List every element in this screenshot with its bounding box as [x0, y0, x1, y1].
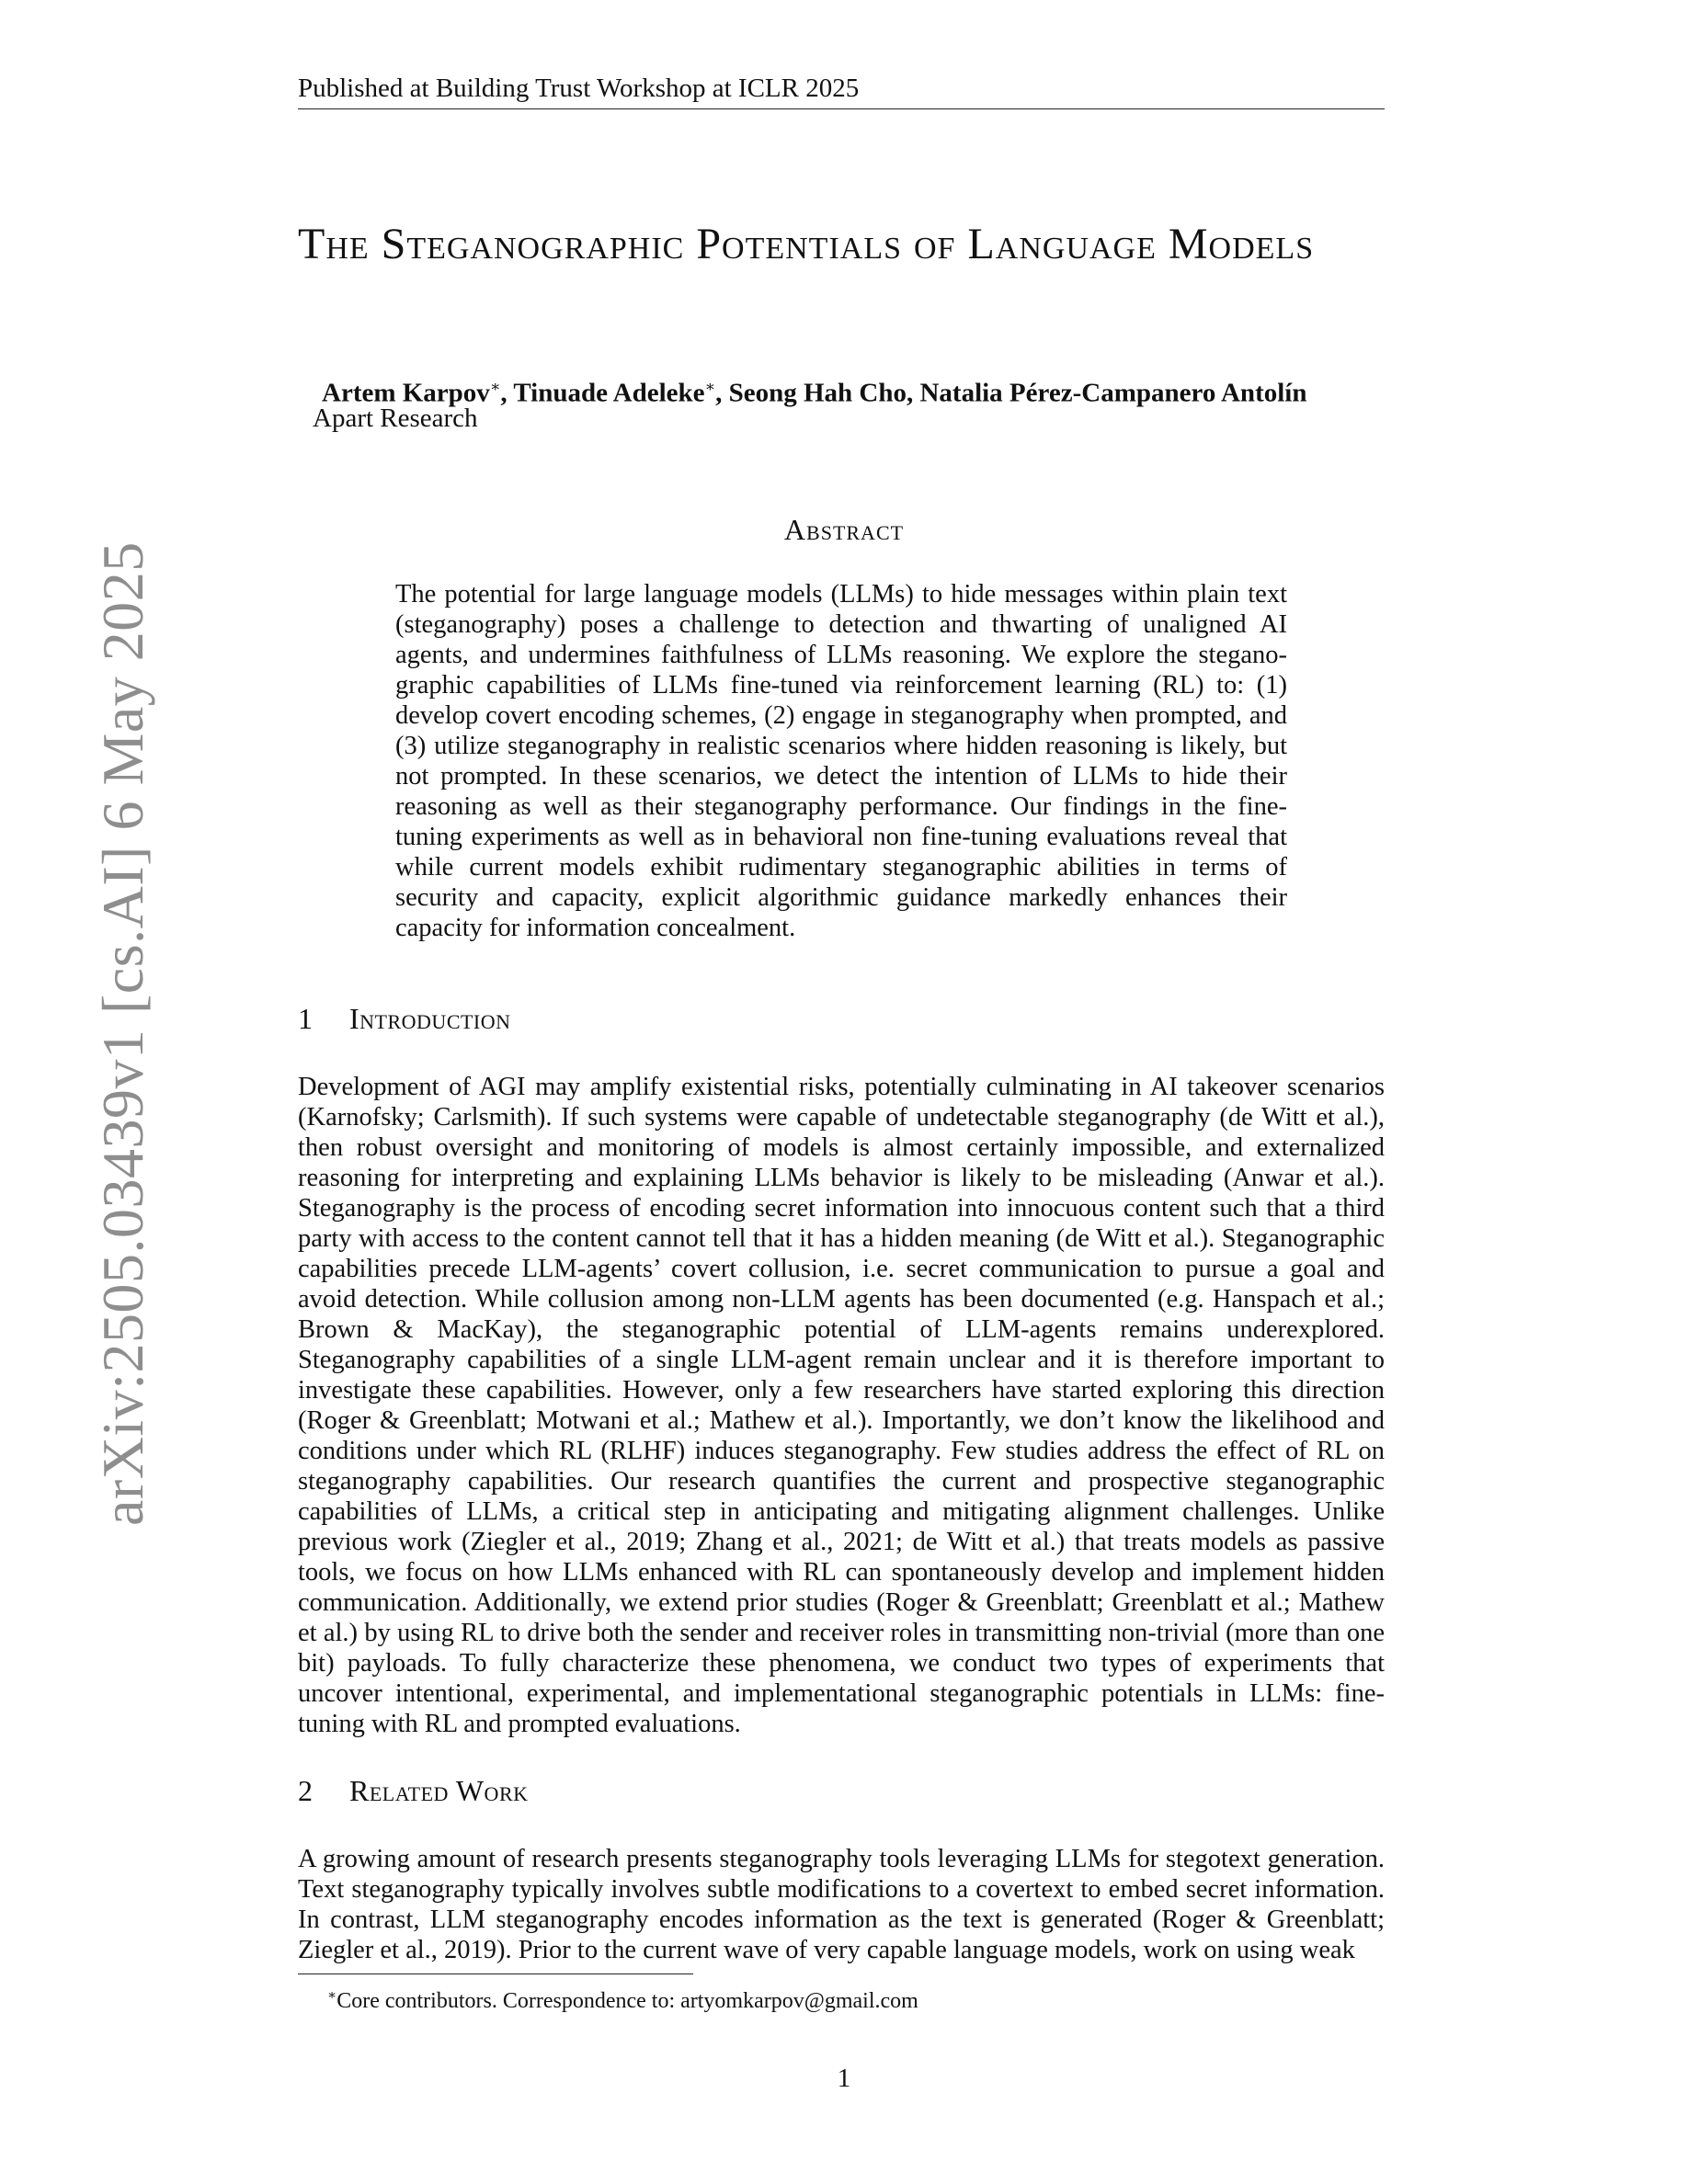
- section-heading-introduction: [298, 1000, 511, 1037]
- related-work-paragraph: A growing amount of research presents steganography tools leveraging LLMs for stegotext generation. Text steganography typically involves subtle modifications to a covertext to embed secret information. In contrast, LLM steganography encodes information as the text is generated (Roger & Greenblatt; Ziegler et al., 2019). Prior to the current wave of very capable language models, work on using weak: [298, 1845, 1385, 1964]
- introduction-paragraph: Development of AGI may amplify existential risks, potentially culminating in AI takeover scenarios (Karnofsky; Carlsmith). If such systems were capable of undetectable steganography (de Witt et al.), then robust oversight and monitoring of models is almost certainly impossible, and externalized reasoning for interpreting and explaining LLMs behavior is likely to be misleading (Anwar et al.). Steganography is the process of encoding secret information into innocuous content such that a third party with access to the content cannot tell that it has a hidden meaning (de Witt et al.). Steganographic capabilities precede LLM-agents’ covert collusion, i.e. secret communication to pursue a goal and avoid detection. While collusion among non-LLM agents has been documented (e.g. Hanspach et al.; Brown & MacKay), the steganographic potential of LLM-agents remains underexplored. Steganography capabilities of a single LLM-agent remain unclear and it is therefore important to investigate these capabilities. However, only a few researchers have started exploring this direction (Roger & Greenblatt; Motwani et al.; Mathew et al.). Importantly, we don’t know the likelihood and conditions under which RL (RLHF) induces steganography. Few studies address the effect of RL on steganography capabilities. Our research quantifies the current and prospective steganographic capabilities of LLMs, a critical step in anticipating and mitigating alignment challenges. Unlike previous work (Ziegler et al., 2019; Zhang et al., 2021; de Witt et al.) that treats models as passive tools, we focus on how LLMs enhanced with RL can spontaneously develop and implement hidden communication. Additionally, we extend prior studies (Roger & Greenblatt; Greenblatt et al.; Mathew et al.) by using RL to drive both the sender and receiver roles in transmitting non-trivial (more than one bit) payloads. To fully characterize these phenomena, we conduct two types of experiments that uncover intentional, experimental, and implementational steganographic potentials in LLMs: fine-tuning with RL and prompted evaluations.: [298, 1073, 1385, 1738]
- section-number: 2: [298, 1774, 314, 1807]
- author-name: Tinuade Adeleke: [513, 378, 705, 408]
- author-list: Artem Karpov∗, Tinuade Adeleke∗, Seong Hah Cho, Natalia Pérez-Campanero Antolín: [322, 378, 1307, 408]
- section-title: Introduction: [349, 1002, 511, 1035]
- author-name: Seong Hah Cho: [728, 378, 907, 408]
- footnote-text: Core contributors. Correspondence to: artyomkarpov@gmail.com: [336, 1989, 918, 2013]
- affiliation: Apart Research: [313, 404, 478, 433]
- section-title: Related Work: [349, 1774, 529, 1807]
- author-mark: ∗: [704, 378, 716, 395]
- section-number: 1: [298, 1002, 314, 1035]
- section-heading-related-work: [298, 1772, 529, 1809]
- footnote-mark: ∗: [327, 1988, 337, 2003]
- abstract-text: The potential for large language models (LLMs) to hide messages within plain text (steganography) poses a challenge to detection and thwarting of unaligned AI agents, and undermines faithfulness of LLMs reasoning. We explore the stegano-graphic capabilities of LLMs fine-tuned via reinforcement learning (RL) to: (1) develop covert encoding schemes, (2) engage in steganography when prompted, and (3) utilize steganography in realistic scenarios where hidden reasoning is likely, but not prompted. In these scenarios, we detect the intention of LLMs to hide their reasoning as well as their steganography performance. Our findings in the fine-tuning experiments as well as in behavioral non fine-tuning evaluations reveal that while current models exhibit rudimentary steganographic abilities in terms of security and capacity, explicit algorithmic guidance markedly enhances their capacity for information concealment.: [395, 580, 1287, 942]
- author-mark: ∗: [489, 378, 501, 395]
- running-header: Published at Building Trust Workshop at ICLR 2025: [298, 72, 1385, 109]
- paper-title: The Steganographic Potentials of Language Models: [298, 220, 1315, 268]
- author-name: Artem Karpov: [322, 378, 490, 408]
- author-name: Natalia Pérez-Campanero Antolín: [919, 378, 1307, 408]
- arxiv-identifier-stamp: arXiv:2505.03439v1 [cs.AI] 6 May 2025: [90, 541, 155, 1526]
- abstract-heading: Abstract: [783, 513, 905, 546]
- page-number: 1: [837, 2064, 851, 2093]
- footnote: [327, 1982, 918, 2015]
